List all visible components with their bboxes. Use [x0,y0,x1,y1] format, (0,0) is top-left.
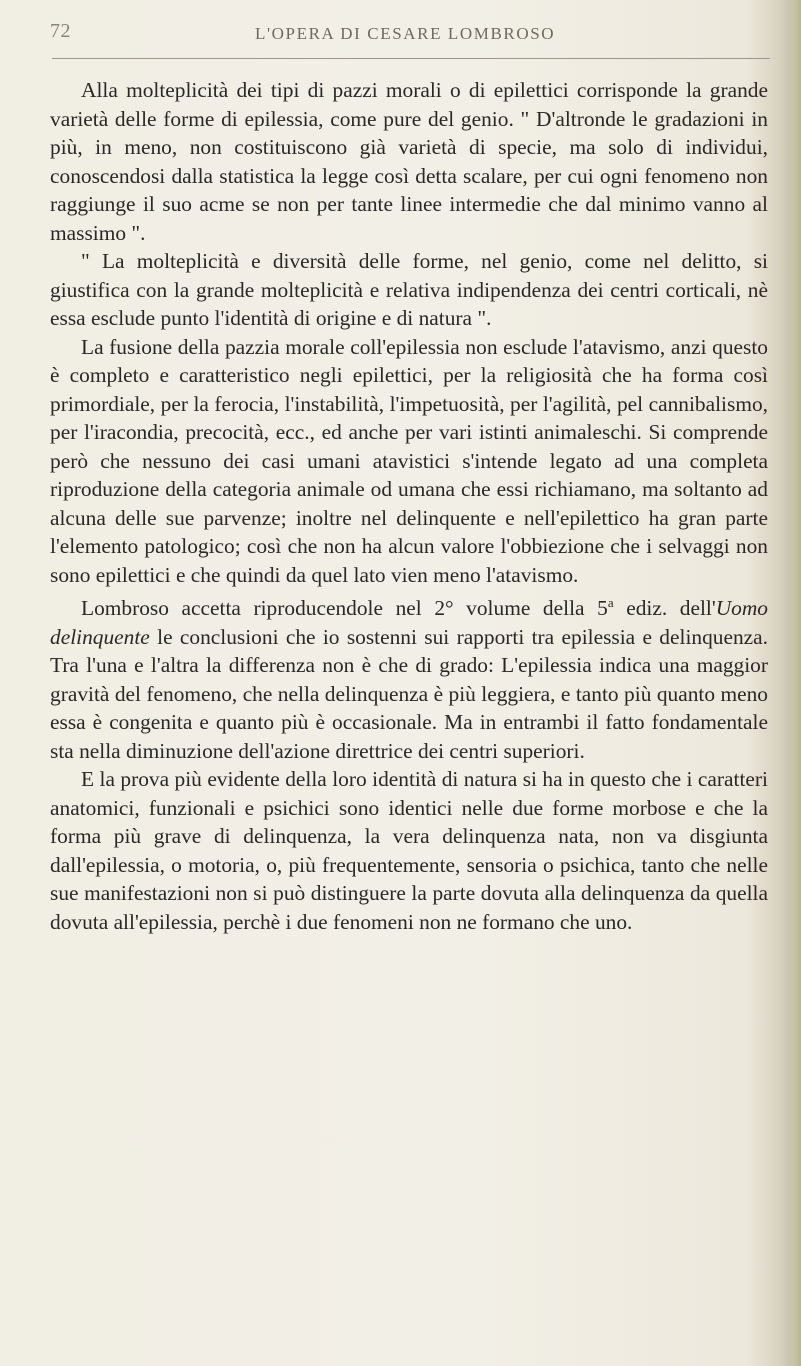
paragraph-4-text-before: Lombroso accetta riproducendole nel 2° volume della 5 [81,596,608,621]
book-title-italic: Uomo delinquente [50,596,769,649]
paragraph-4-text-middle: ediz. dell' [613,596,716,621]
header-rule [52,58,770,59]
edition-superscript: a [607,595,614,610]
paragraph-3: La fusione della pazzia morale coll'epilessia non esclude l'atavismo, anzi questo è completo e caratteristico negli epilettici, per la religiosità che ha forma così primordiale, per la ferocia, l'instabilità, l'impetuosità, per l'agilità, pel cannibalismo, per l'iracondia, precocità, ecc., ed anche per vari istinti animaleschi. Si comprende però che nessuno dei casi umani atavistici s'intende legato ad una completa riproduzione della categoria animale od umana che essi richiamano, ma soltanto ad alcuna delle sue parvenze; inoltre nel delinquente e nell'epilettico ha gran parte l'elemento patologico; così che non ha alcun valore l'obbiezione che i selvaggi non sono epilettici e che quindi da quel lato vien meno l'atavismo. [50,334,768,587]
page-edge-shadow [787,0,801,1366]
running-head: L'OPERA DI CESARE LOMBROSO [255,24,556,43]
paragraph-1: Alla molteplicità dei tipi di pazzi morali o di epilettici corrisponde la grande varietà delle forme di epilessia, come pure del genio. " D'altronde le gradazioni in più, in meno, non costituiscono già varietà di specie, ma solo di individui, conoscendosi dalla statistica la legge così detta scalare, per cui ogni fenomeno non raggiunge il suo acme se non per tante linee intermedie che dal minimo vanno al massimo ". [50,78,768,245]
paragraph-5: E la prova più evidente della loro identità di natura si ha in questo che i caratteri anatomici, funzionali e psichici sono identici nelle due forme morbose e che la forma più grave di delinquenza, la vera delinquenza nata, non va disgiunta dall'epilessia, o motoria, o, più frequentemente, sensoria o psichica, tanto che nelle sue manifestazioni non si può distinguere la parte dovuta alla delinquenza da quella dovuta all'epilessia, perchè i due fenomeni non ne formano che uno. [50,767,768,934]
page-number: 72 [50,20,71,42]
paragraph-2: " La molteplicità e diversità delle forme, nel genio, come nel delitto, si giustifica con la grande molteplicità e relativa indipendenza dei centri corticali, nè essa esclude punto l'identità di origine e di natura ". [50,249,768,330]
body-text [50,76,768,936]
paragraph-4 [50,589,768,765]
paragraph-4-text-after: le conclusioni che io sostenni sui rapporti tra epilessia e delinquenza. Tra l'una e l'altra la differenza non è che di grado: L'epilessia indica una maggior gravità del fenomeno, che nella delinquenza è più leggiera, e tanto più quanto meno essa è congenita e quanto più è occasionale. Ma in entrambi il fatto fondamentale sta nella diminuzione dell'azione direttrice dei centri superiori. [50,624,768,763]
